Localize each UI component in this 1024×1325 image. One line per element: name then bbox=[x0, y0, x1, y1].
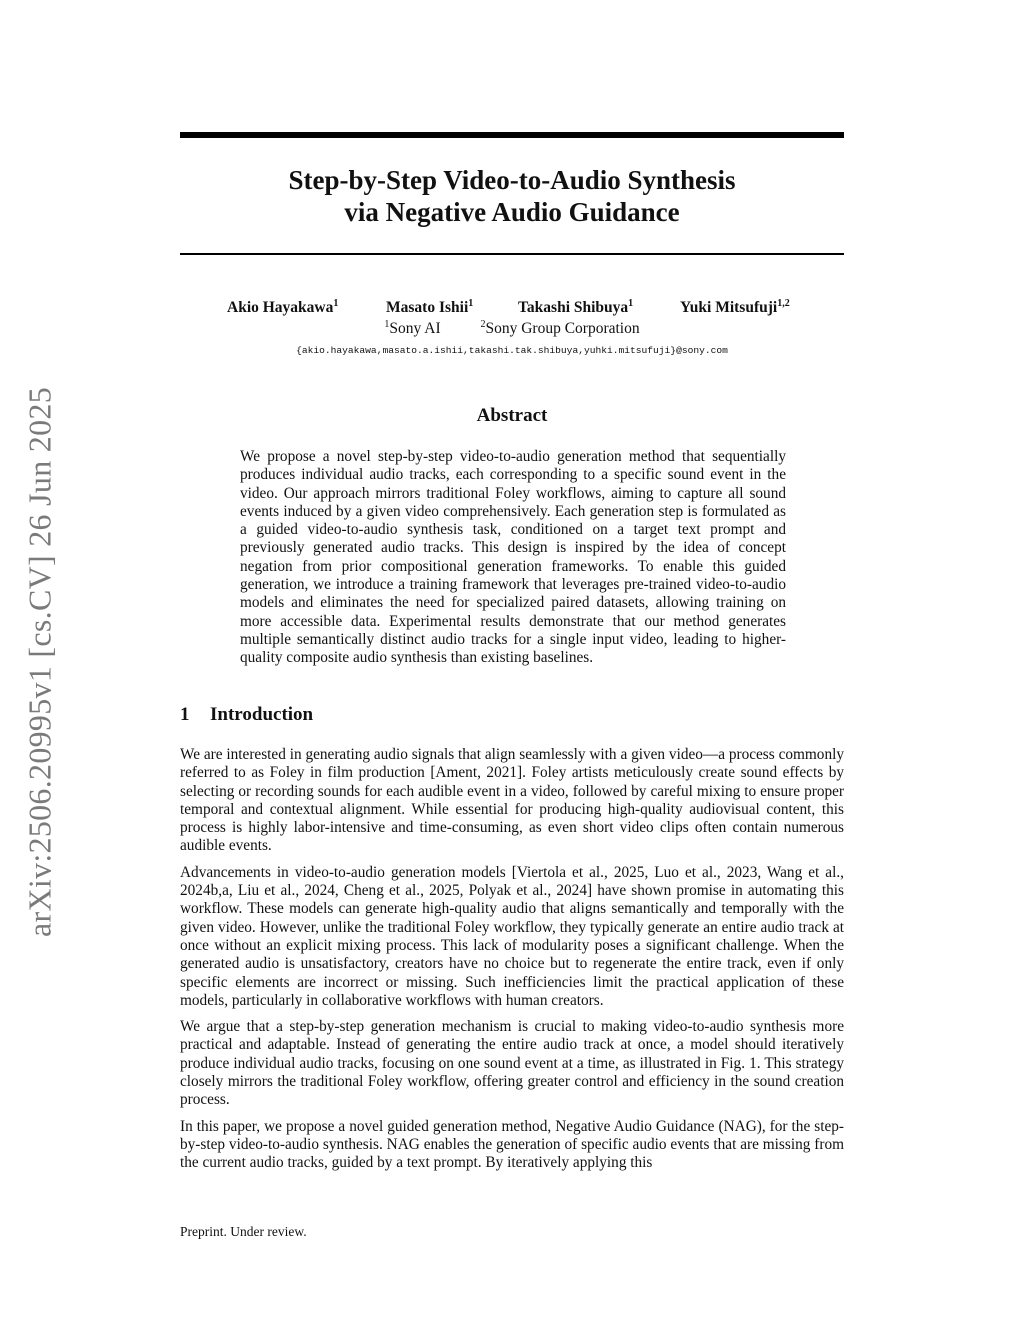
author-name: Takashi Shibuya$^1$ bbox=[518, 297, 634, 316]
paragraph: We are interested in generating audio signals that align seamlessly with a given video—a process commonly referred to as Foley in film production [Ament, 2021]. Foley artists meticulously create sound effects by selecting or recording sounds for each audible event in a video, followed by careful mixing to ensure proper temporal and contextual alignment. While essential for producing high-quality audiovisual content, this process is highly labor-intensive and time-consuming, as even short video clips often contain numerous audible events. bbox=[180, 746, 844, 855]
arxiv-identifier-stamp: arXiv:2506.20995v1 [cs.CV] 26 Jun 2025 bbox=[21, 386, 58, 938]
paper-title bbox=[180, 164, 844, 228]
author-name: Masato Ishii$^1$ bbox=[386, 297, 474, 316]
title-line-2: via Negative Audio Guidance bbox=[344, 197, 680, 227]
author-affiliation-mark: 1 bbox=[468, 297, 474, 309]
author-affiliation-mark: 1 bbox=[628, 297, 634, 309]
paragraph: In this paper, we propose a novel guided generation method, Negative Audio Guidance (NAG), for the step-by-step video-to-audio synthesis. NAG enables the generation of specific audio events that are missing from the current audio tracks, guided by a text prompt. By iteratively applying this bbox=[180, 1117, 844, 1172]
section-heading-introduction bbox=[180, 704, 313, 726]
abstract-heading: Abstract bbox=[476, 405, 548, 426]
author-affiliation-mark: 1,2 bbox=[777, 297, 790, 309]
introduction-body bbox=[180, 746, 844, 1181]
paragraph: We argue that a step-by-step generation mechanism is crucial to making video-to-audio synthesis more practical and adaptable. Instead of generating the entire audio track at once, a model should iteratively produce individual audio tracks, focusing on one sound event at a time, as illustrated in Fig. 1. This strategy closely mirrors the traditional Foley workflow, offering greater control and efficiency in the sound creation process. bbox=[180, 1018, 844, 1109]
author-emails: {akio.hayakawa,masato.a.ishii,takashi.tak.shibuya,yuhki.mitsufuji}@sony.com bbox=[296, 345, 728, 356]
title-line-1: Step-by-Step Video-to-Audio Synthesis bbox=[288, 165, 736, 195]
section-title: Introduction bbox=[210, 704, 314, 725]
author-list bbox=[180, 299, 844, 321]
author-name: Yuki Mitsufuji$^{1,2}$ bbox=[680, 297, 790, 316]
affiliations bbox=[180, 320, 844, 338]
section-number: 1 bbox=[180, 704, 190, 725]
title-bottom-rule bbox=[180, 253, 844, 255]
abstract-text: We propose a novel step-by-step video-to-audio generation method that sequentially produces individual audio tracks, each corresponding to a specific sound event in the video. Our approach mirrors traditional Foley workflows, aiming to capture all sound events induced by a given video comprehensively. Each generation step is formulated as a guided video-to-audio synthesis task, conditioned on a target text prompt and previously generated audio tracks. This design is inspired by the idea of concept negation from prior compositional generation frameworks. To enable this guided generation, we introduce a training framework that leverages pre-trained video-to-audio models and eliminates the need for specialized paired datasets, allowing training on more accessible data. Experimental results demonstrate that our method generates multiple semantically distinct audio tracks for a single input video, leading to higher-quality composite audio synthesis than existing baselines. bbox=[240, 448, 786, 667]
title-top-rule bbox=[180, 132, 844, 138]
paragraph: Advancements in video-to-audio generation models [Viertola et al., 2025, Luo et al., 2023, Wang et al., 2024b,a, Liu et al., 2024, Cheng et al., 2025, Polyak et al., 2024] have shown promise in automating this workflow. These models can generate high-quality audio that aligns semantically and temporally with the given video. However, unlike the traditional Foley workflow, they typically generate an entire audio track at once without an explicit mixing process. This lack of modularity poses a significant challenge. When the generated audio is unsatisfactory, creators have no choice but to regenerate the entire track, even if only specific elements are incorrect or missing. Such inefficiencies limit the practical application of these models, particularly in collaborative workflows with human creators. bbox=[180, 863, 844, 1009]
affiliation: $^1$Sony AI bbox=[384, 318, 441, 337]
affiliation: $^2$Sony Group Corporation bbox=[480, 318, 640, 337]
footer-note: Preprint. Under review. bbox=[180, 1224, 307, 1239]
author-name: Akio Hayakawa$^1$ bbox=[227, 297, 339, 316]
author-affiliation-mark: 1 bbox=[333, 297, 339, 309]
